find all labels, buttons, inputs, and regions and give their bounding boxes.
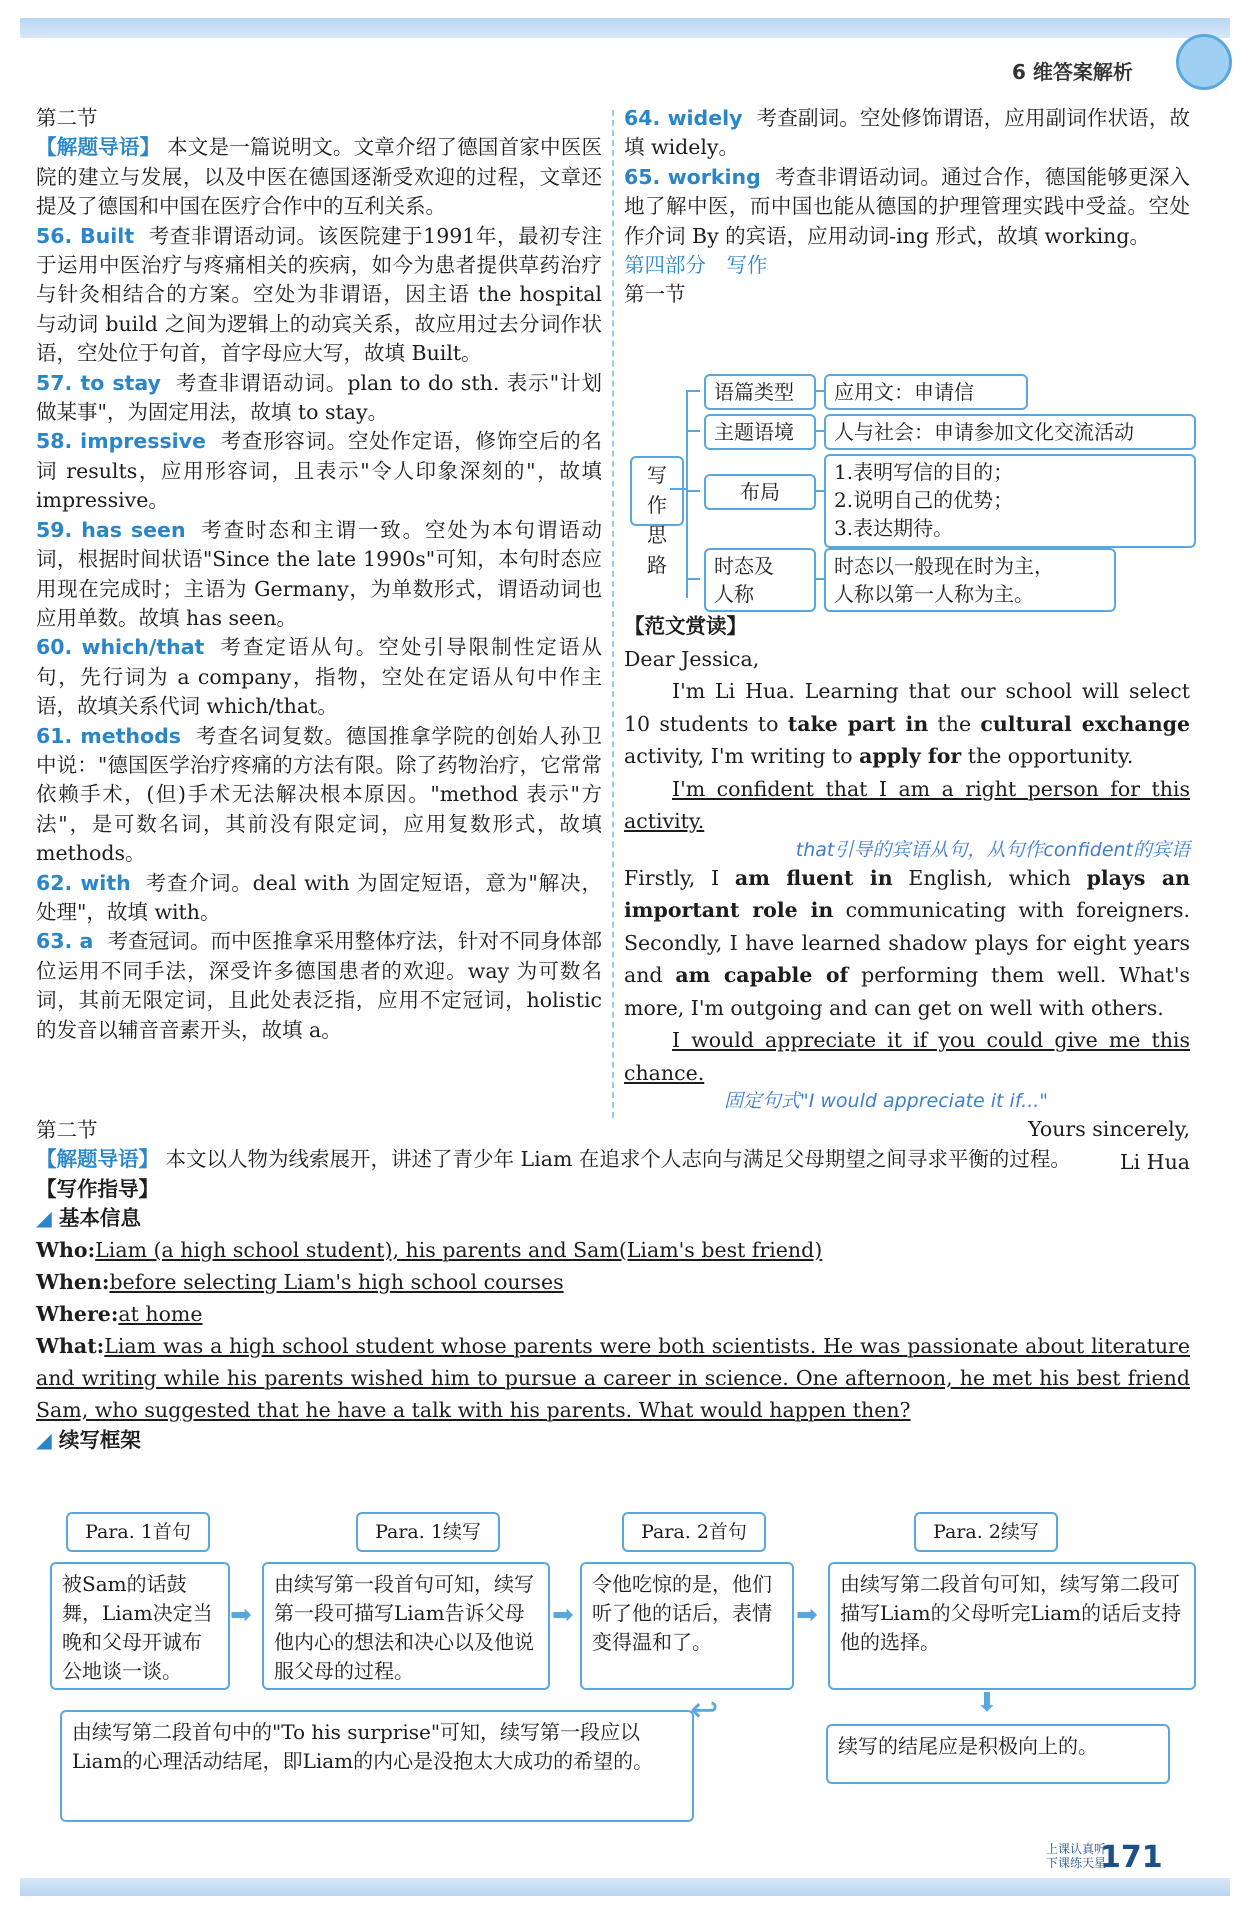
basic-info-heading xyxy=(36,1204,1190,1233)
guide-text: 本文是一篇说明文。文章介绍了德国首家中医医院的建立与发展，以及中医在德国逐渐受欢迎的过程，文章还提及了德国和中国在医疗合作中的互利关系。 xyxy=(36,135,602,219)
column-divider xyxy=(612,110,614,1118)
guide-text: 本文以人物为线索展开，讲述了青少年 Liam 在追求个人志向与满足父母期望之间寻求平衡的过程。 xyxy=(165,1147,1071,1172)
info-key: When: xyxy=(36,1269,110,1294)
mindmap-trunk xyxy=(686,390,688,598)
framework-box: 令他吃惊的是，他们听了他的话后，表情变得温和了。 xyxy=(580,1562,794,1690)
answer-key: 64. widely xyxy=(624,106,743,130)
mindmap-stem xyxy=(670,488,686,490)
answer-item xyxy=(36,222,602,369)
framework-box: 由续写第二段首句中的"To his surprise"可知，续写第一段应以Liam的心理活动结尾，即Liam的内心是没抱太大成功的希望的。 xyxy=(60,1710,694,1822)
framework-box: 由续写第一段首句可知，续写第一段可描写Liam告诉父母他内心的想法和决心以及他说服父母的过程。 xyxy=(262,1562,550,1690)
left-column xyxy=(36,104,602,1045)
answer-item xyxy=(36,516,602,634)
answer-key: 59. has seen xyxy=(36,517,186,542)
arrow-right-icon: ➡ xyxy=(552,1600,574,1630)
info-who xyxy=(36,1234,1190,1266)
para-tag: Para. 1续写 xyxy=(356,1512,500,1552)
answer-explanation: 考查非谓语动词。通过合作，德国能够更深入地了解中医，而中国也能从德国的护理管理实践中受益。空处作介词 By 的宾语，应用动词-ing 形式，故填 working。 xyxy=(624,164,1191,248)
answer-explanation: 考查形容词。空处作定语，修饰空后的名词 results，应用形容词，且表示"令人印象深刻的"，故填 impressive。 xyxy=(36,429,602,513)
pointer-icon: ◢ xyxy=(36,1427,52,1452)
right-column xyxy=(624,104,1190,310)
info-value: Liam (a high school student), his parents and Sam(Liam's best friend) xyxy=(95,1237,823,1262)
answer-explanation: 考查定语从句。空处引导限制性定语从句，先行词为 a company，指物，空处在定语从句中作主语，故填关系代词 which/that。 xyxy=(36,635,602,719)
bottom-section xyxy=(36,1116,1190,1455)
section-title: 第二节 xyxy=(36,106,98,130)
mascot-icon xyxy=(1176,34,1232,90)
info-where xyxy=(36,1298,1190,1330)
footer-line: 下课练天星 xyxy=(1046,1856,1107,1870)
mindmap-key xyxy=(704,548,816,612)
section-title: 第二节 xyxy=(36,1118,98,1142)
answer-item xyxy=(36,369,602,428)
header-title: 6 维答案解析 xyxy=(1012,60,1133,84)
mindmap-link xyxy=(816,390,824,392)
letter-paragraph xyxy=(624,773,1190,838)
letter-text: the opportunity. xyxy=(961,744,1134,768)
framework-box: 被Sam的话鼓舞，Liam决定当晚和父母开诚布公地谈一谈。 xyxy=(50,1562,230,1690)
annotation-note: 固定句式"I would appreciate it if..." xyxy=(724,1090,1049,1112)
writing-guide-label: 【写作指导】 xyxy=(36,1176,159,1201)
letter-paragraph xyxy=(624,1024,1190,1089)
answer-explanation: 考查非谓语动词。该医院建于1991年，最初专注于运用中医治疗与疼痛相关的疾病，如今为患者提供草药治疗与针灸相结合的方案。空处为非谓语，因主语 the hospital 与动词 build 之间为逻辑上的动宾关系，故应用过去分词作状语，空处位于句首，首字母应大写，故填 Built。 xyxy=(36,223,602,366)
mindmap-root: 写作思路 xyxy=(630,456,684,526)
answer-key: 61. methods xyxy=(36,723,181,748)
page-number: 171 xyxy=(1100,1840,1163,1875)
letter-paragraph xyxy=(624,862,1190,1025)
answer-explanation: 考查时态和主谓一致。空处为本句谓语动词，根据时间状语"Since the late 1990s"可知，本句时态应用现在完成时；主语为 Germany，为单数形式，谓语动词也应用单数。故填 has seen。 xyxy=(36,517,603,630)
letter-signature: Li Hua xyxy=(1120,1149,1190,1174)
info-key: Where: xyxy=(36,1301,119,1326)
info-when xyxy=(36,1266,1190,1298)
answer-item xyxy=(36,722,602,869)
mindmap-link xyxy=(816,578,824,580)
curved-arrow-icon: ↩ xyxy=(690,1690,719,1730)
info-key: What: xyxy=(36,1333,105,1358)
pointer-icon: ◢ xyxy=(36,1206,52,1231)
framework-heading xyxy=(36,1426,1190,1455)
mindmap-branch xyxy=(686,430,700,432)
info-key: Who: xyxy=(36,1237,96,1262)
answer-key: 58. impressive xyxy=(36,429,206,454)
heading-text: 基本信息 xyxy=(58,1206,141,1231)
letter-paragraph xyxy=(624,675,1190,773)
letter-text: activity, I'm writing to xyxy=(624,744,860,768)
guide-paragraph xyxy=(36,1145,1190,1174)
answer-item xyxy=(36,427,602,515)
key-phrase: take part in xyxy=(787,711,929,736)
answer-key: 62. with xyxy=(36,870,131,895)
answer-item xyxy=(36,633,602,721)
key-phrase: am fluent in xyxy=(734,865,893,890)
answer-key: 57. to stay xyxy=(36,370,161,395)
sample-label: 【范文赏读】 xyxy=(624,614,747,638)
guide-label: 【解题导语】 xyxy=(36,1147,159,1172)
answer-explanation: 考查名词复数。德国推拿学院的创始人孙卫中说："德国医学治疗疼痛的方法有限。除了药物治疗，它常常依赖手术，(但)手术无法解决根本原因。"method 表示"方法"，是可数名词，其前没有限定词，应用复数形式，故填 methods。 xyxy=(36,723,602,866)
mindmap-value-line: 人称以第一人称为主。 xyxy=(834,582,1034,606)
annotation-note: that引导的宾语从句，从句作confident的宾语 xyxy=(795,838,1190,861)
mindmap-key: 主题语境 xyxy=(704,414,816,450)
letter-greeting: Dear Jessica, xyxy=(624,646,760,671)
layout-step: 2.说明自己的优势； xyxy=(834,488,1014,512)
mindmap-link xyxy=(816,430,824,432)
info-what xyxy=(36,1330,1190,1426)
letter-text: I'm Li Hua. Learning that our school will select 10 students to xyxy=(624,679,1190,736)
info-value: before selecting Liam's high school courses xyxy=(109,1269,564,1294)
key-phrase: cultural exchange xyxy=(980,711,1190,736)
para-tag: Para. 2续写 xyxy=(914,1512,1058,1552)
layout-step: 3.表达期待。 xyxy=(834,516,954,540)
info-value: Liam was a high school student whose parents were both scientists. He was passionate about literature and writing while his parents wished him to pursue a career in science. One afternoon, he met his best friend Sam, who suggested that he have a talk with his parents. What would happen then? xyxy=(36,1333,1190,1422)
part-title: 第四部分 写作 xyxy=(624,253,768,278)
answer-explanation: 考查副词。空处修饰谓语，应用副词作状语，故填 widely。 xyxy=(624,106,1190,160)
answer-key: 65. working xyxy=(624,164,761,189)
arrow-right-icon: ➡ xyxy=(230,1600,252,1630)
mindmap-value xyxy=(824,548,1116,612)
letter-text: the xyxy=(928,711,981,736)
framework-box: 由续写第二段首句可知，续写第二段可描写Liam的父母听完Liam的话后支持他的选择。 xyxy=(828,1562,1196,1690)
answer-item xyxy=(36,869,602,928)
heading-text: 续写框架 xyxy=(58,1427,141,1452)
mindmap-key-line: 时态及 xyxy=(714,554,774,578)
framework-box: 续写的结尾应是积极向上的。 xyxy=(826,1724,1170,1784)
mindmap-key: 语篇类型 xyxy=(704,374,816,410)
mindmap-key-line: 人称 xyxy=(714,582,754,606)
top-band xyxy=(20,18,1230,38)
answer-item xyxy=(36,927,602,1045)
bottom-band xyxy=(20,1878,1230,1896)
mindmap-branch xyxy=(686,578,700,580)
arrow-right-icon: ➡ xyxy=(796,1600,818,1630)
mindmap-link xyxy=(816,490,824,492)
answer-key: 60. which/that xyxy=(36,635,205,660)
key-phrase: plays an important role in xyxy=(624,865,1191,922)
section-title: 第一节 xyxy=(624,282,686,307)
mindmap-value xyxy=(824,454,1196,548)
letter-text: communicating with foreigners. Secondly, I have learned shadow plays for eight years and xyxy=(624,898,1190,987)
arrow-down-icon: ⬇ xyxy=(976,1688,998,1718)
info-value: at home xyxy=(118,1301,203,1326)
para-tag: Para. 2首句 xyxy=(622,1512,766,1552)
guide-paragraph xyxy=(36,133,602,221)
answer-explanation: 考查介词。deal with 为固定短语，意为"解决，处理"，故填 with。 xyxy=(36,870,602,924)
mindmap-value-line: 时态以一般现在时为主， xyxy=(834,554,1054,578)
mindmap-branch xyxy=(686,390,700,392)
mindmap-value: 人与社会：申请参加文化交流活动 xyxy=(824,414,1196,450)
mindmap-key: 布局 xyxy=(704,474,816,510)
guide-label: 【解题导语】 xyxy=(36,135,161,160)
letter-text: performing them well. What's more, I'm outgoing and can get on well with others. xyxy=(624,963,1190,1020)
footer-line: 上课认真听 xyxy=(1046,1842,1107,1856)
letter-text: Firstly, I xyxy=(624,865,735,890)
answer-item xyxy=(624,163,1190,251)
para-tag: Para. 1首句 xyxy=(66,1512,210,1552)
letter-text: I would appreciate it if you could give me this chance. xyxy=(624,1028,1190,1085)
answer-key: 56. Built xyxy=(36,223,135,248)
mindmap-value: 应用文：申请信 xyxy=(824,374,1028,410)
footer-slogan xyxy=(1046,1842,1106,1870)
letter-text: English, which xyxy=(892,865,1087,890)
key-phrase: apply for xyxy=(859,744,962,768)
letter-closing: Yours sincerely, xyxy=(1028,1117,1190,1141)
answer-explanation: 考查冠词。而中医推拿采用整体疗法，针对不同身体部位运用不同手法，深受许多德国患者的欢迎。way 为可数名词，其前无限定词，且此处表泛指，应用不定冠词，holistic 的发音以辅音音素开头，故填 a。 xyxy=(36,929,602,1042)
answer-key: 63. a xyxy=(36,929,94,954)
layout-step: 1.表明写信的目的； xyxy=(834,460,1014,484)
sample-letter xyxy=(624,610,1190,1178)
answer-explanation: 考查非谓语动词。plan to do sth. 表示"计划做某事"，为固定用法，故填 to stay。 xyxy=(36,370,602,425)
mindmap-branch xyxy=(686,490,700,492)
key-phrase: am capable of xyxy=(675,963,849,987)
answer-item xyxy=(624,104,1190,163)
letter-text: I'm confident that I am a right person for this activity. xyxy=(624,776,1190,833)
